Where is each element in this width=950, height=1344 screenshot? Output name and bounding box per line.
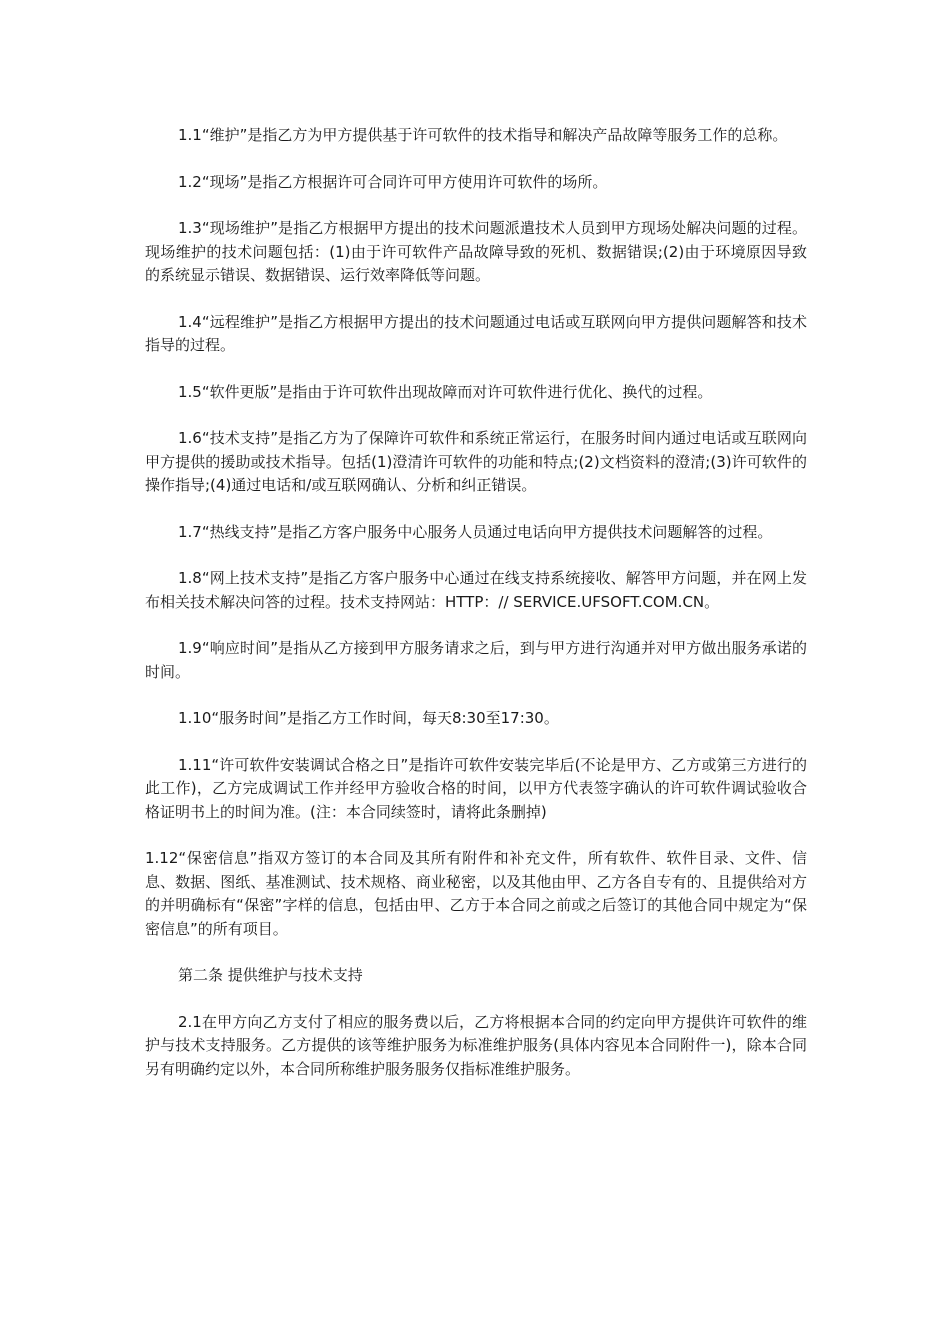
clause-1-10: 1.10“服务时间”是指乙方工作时间，每天8:30至17:30。 (178, 709, 559, 727)
clause-1-2: 1.2“现场”是指乙方根据许可合同许可甲方使用许可软件的场所。 (178, 172, 608, 191)
clause-1-9: 1.9“响应时间”是指从乙方接到甲方服务请求之后，到与甲方进行沟通并对甲方做出服务承诺的时间。 (145, 639, 807, 681)
clause-1-6: 1.6“技术支持”是指乙方为了保障许可软件和系统正常运行，在服务时间内通过电话或互联网向甲方提供的援助或技术指导。包括(1)澄清许可软件的功能和特点;(2)文档资料的澄清;(3)许可软件的操作指导;(4)通过电话和/或互联网确认、分析和纠正错误。 (145, 429, 807, 494)
clause-1-1: 1.1“维护”是指乙方为甲方提供基于许可软件的技术指导和解决产品故障等服务工作的总称。 (178, 126, 788, 144)
clause-1-7: 1.7“热线支持”是指乙方客户服务中心服务人员通过电话向甲方提供技术问题解答的过程。 (178, 522, 773, 541)
clause-1-5: 1.5“软件更版”是指由于许可软件出现故障而对许可软件进行优化、换代的过程。 (178, 382, 713, 401)
clause-1-11: 1.11“许可软件安装调试合格之日”是指许可软件安装完毕后(不论是甲方、乙方或第三方进行的此工作)，乙方完成调试工作并经甲方验收合格的时间，以甲方代表签字确认的许可软件调试验收合格证明书上的时间为准。(注：本合同续签时，请将此条删掉) (145, 755, 807, 821)
clause-1-4: 1.4“远程维护”是指乙方根据甲方提出的技术问题通过电话或互联网向甲方提供问题解答和技术指导的过程。 (145, 312, 807, 354)
clause-1-8: 1.8“网上技术支持”是指乙方客户服务中心通过在线支持系统接收、解答甲方问题，并在网上发布相关技术解决问答的过程。技术支持网站：HTTP：// SERVICE.UFSOFT.COM.CN。 (145, 569, 807, 611)
clause-2-1: 2.1在甲方向乙方支付了相应的服务费以后，乙方将根据本合同的约定向甲方提供许可软件的维护与技术支持服务。乙方提供的该等维护服务为标准维护服务(具体内容见本合同附件一)，除本合同另有明确约定以外，本合同所称维护服务服务仅指标准维护服务。 (145, 1012, 807, 1078)
document-body (145, 124, 807, 1104)
clause-1-12: 1.12“保密信息”指双方签订的本合同及其所有附件和补充文件，所有软件、软件目录、文件、信息、数据、图纸、基准测试、技术规格、商业秘密，以及其他由甲、乙方各自专有的、且提供给对方的并明确标有“保密”字样的信息，包括由甲、乙方于本合同之前或之后签订的其他合同中规定为“保密信息”的所有项目。 (145, 849, 807, 938)
clause-1-3: 1.3“现场维护”是指乙方根据甲方提出的技术问题派遣技术人员到甲方现场处解决问题的过程。现场维护的技术问题包括：(1)由于许可软件产品故障导致的死机、数据错误;(2)由于环境原因导致的系统显示错误、数据错误、运行效率降低等问题。 (145, 219, 807, 284)
section-heading-article-2: 第二条 提供维护与技术支持 (178, 966, 363, 984)
